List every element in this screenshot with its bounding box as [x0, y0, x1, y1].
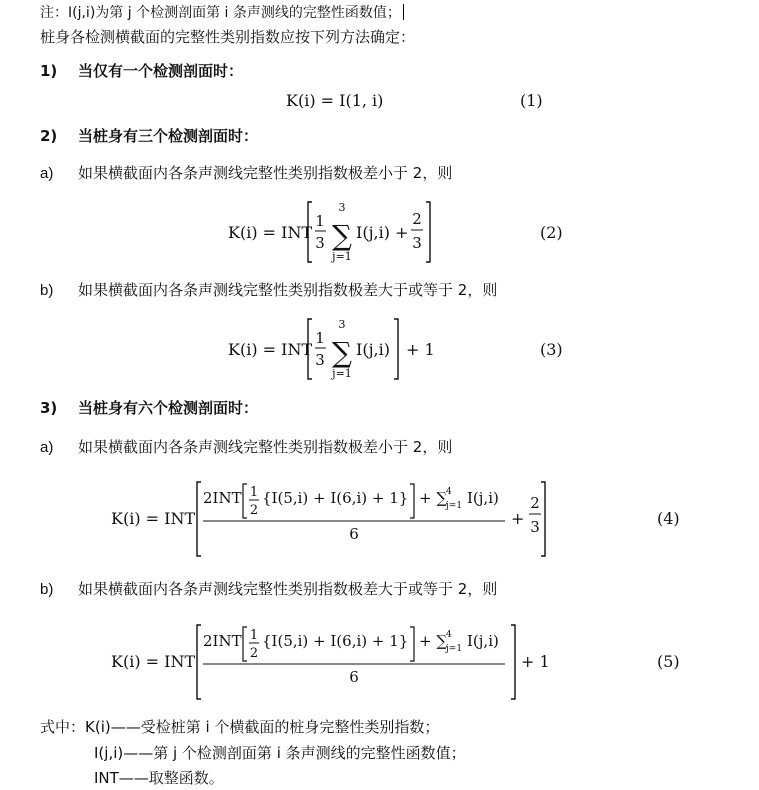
eq2-frac2-num: 2 [412, 210, 422, 228]
eq5-half-den: 2 [249, 646, 259, 661]
equation-2-number: (2) [540, 223, 563, 242]
case-2b-number: b) [40, 282, 54, 299]
eq4-sum-term: I(j,i) [467, 489, 499, 507]
case-2a [40, 162, 452, 183]
eq2-sum-sign: ∑ [332, 219, 352, 252]
eq5-sum-sup: 4 [446, 630, 452, 640]
eq4-outer-left-floor-bracket [197, 482, 201, 556]
equation-3-number: (3) [540, 340, 563, 359]
equation-5-number: (5) [657, 652, 680, 671]
section-2-number: 2) [40, 127, 58, 145]
eq4-inner-right-floor-bracket [410, 484, 414, 518]
eq2-frac2-den: 3 [412, 234, 422, 252]
eq5-plus-sum: + ∑ [419, 632, 448, 650]
eq5-outer-right-floor-bracket [511, 625, 515, 699]
equation-4 [105, 476, 705, 562]
eq5-tail: + 1 [521, 652, 550, 671]
eq4-frac2-num: 2 [530, 494, 540, 512]
eq4-lhs: K(i) = INT [111, 509, 196, 528]
eq2-sum-top: 3 [338, 201, 346, 214]
case-2a-text: 如果横截面内各条声测线完整性类别指数极差小于 2，则 [78, 164, 453, 182]
equation-4-number: (4) [657, 509, 680, 528]
case-3b-text: 如果横截面内各条声测线完整性类别指数极差大于或等于 2，则 [78, 580, 498, 598]
eq2-frac-den: 3 [315, 234, 325, 252]
equation-5 [105, 619, 705, 705]
section-3-heading [40, 397, 258, 418]
intro-text: 桩身各检测横截面的完整性类别指数应按下列方法确定： [40, 28, 416, 46]
eq4-denominator: 6 [349, 525, 359, 543]
eq3-sum-bottom: j=1 [332, 367, 352, 380]
eq4-half-den: 2 [249, 503, 259, 518]
eq4-brace-expr: {I(5,i) + I(6,i) + 1} [262, 489, 409, 507]
case-2b-text: 如果横截面内各条声测线完整性类别指数极差大于或等于 2，则 [78, 281, 498, 299]
case-3a-text: 如果横截面内各条声测线完整性类别指数极差小于 2，则 [78, 438, 453, 456]
eq5-sum-sub: j=1 [446, 644, 463, 654]
eq3-right-floor-bracket [394, 319, 398, 379]
eq2-lhs: K(i) = INT [228, 223, 313, 242]
eq3-tail: + 1 [406, 340, 435, 359]
section-3-title: 当桩身有六个检测剖面时： [78, 399, 259, 417]
eq4-half-num: 1 [249, 485, 259, 500]
eq5-lhs: K(i) = INT [111, 652, 196, 671]
eq2-frac-num: 1 [315, 212, 325, 230]
eq4-inner-left-floor-bracket [243, 484, 247, 518]
eq4-inner-int: 2INT [203, 489, 242, 507]
eq5-brace-expr: {I(5,i) + I(6,i) + 1} [262, 632, 409, 650]
equation-1: K(i) = I(1, i) [286, 91, 384, 110]
eq5-half-num: 1 [249, 628, 259, 643]
case-3a [40, 436, 452, 457]
section-2-heading [40, 125, 258, 146]
eq4-outer-right-floor-bracket [541, 482, 545, 556]
eq5-inner-right-floor-bracket [410, 627, 414, 661]
eq5-sum-term: I(j,i) [467, 632, 499, 650]
eq3-frac-den: 3 [315, 351, 325, 369]
eq2-right-floor-bracket [426, 202, 430, 262]
section-1-heading [40, 60, 243, 81]
case-3b-number: b) [40, 581, 54, 598]
eq4-frac2-den: 3 [530, 518, 540, 536]
eq5-inner-int: 2INT [203, 632, 242, 650]
eq4-plus-sum: + ∑ [419, 489, 448, 507]
definition-int: INT——取整函数。 [94, 769, 224, 787]
equation-2 [220, 196, 580, 270]
note-text: 注：I(j,i)为第 j 个检测剖面第 i 条声测线的完整性函数值； [40, 5, 401, 21]
eq3-term: I(j,i) [356, 340, 390, 359]
eq3-lhs: K(i) = INT [228, 340, 313, 359]
eq4-sum-sub: j=1 [446, 501, 463, 511]
eq3-sum-top: 3 [338, 318, 346, 331]
case-3a-number: a) [40, 439, 54, 456]
equation-1-number: (1) [520, 91, 543, 110]
case-2b [40, 279, 497, 300]
eq5-denominator: 6 [349, 668, 359, 686]
note-line [40, 2, 404, 22]
text-cursor [403, 4, 404, 20]
section-3-number: 3) [40, 399, 58, 417]
definition-i: I(j,i)——第 j 个检测剖面第 i 条声测线的完整性函数值； [94, 744, 466, 762]
definition-k: 式中：K(i)——受检桩第 i 个横截面的桩身完整性类别指数； [40, 718, 440, 736]
equation-3 [220, 313, 580, 387]
case-3b [40, 578, 497, 599]
eq2-term: I(j,i) + [356, 223, 409, 242]
eq5-outer-left-floor-bracket [197, 625, 201, 699]
eq3-frac-num: 1 [315, 329, 325, 347]
section-1-title: 当仅有一个检测剖面时： [78, 62, 244, 80]
section-2-title: 当桩身有三个检测剖面时： [78, 127, 259, 145]
eq4-tail-plus: + [511, 509, 525, 528]
eq5-inner-left-floor-bracket [243, 627, 247, 661]
eq3-sum-sign: ∑ [332, 336, 352, 369]
eq2-sum-bottom: j=1 [332, 250, 352, 263]
eq4-sum-sup: 4 [446, 487, 452, 497]
case-2a-number: a) [40, 165, 54, 182]
section-1-number: 1) [40, 62, 58, 80]
